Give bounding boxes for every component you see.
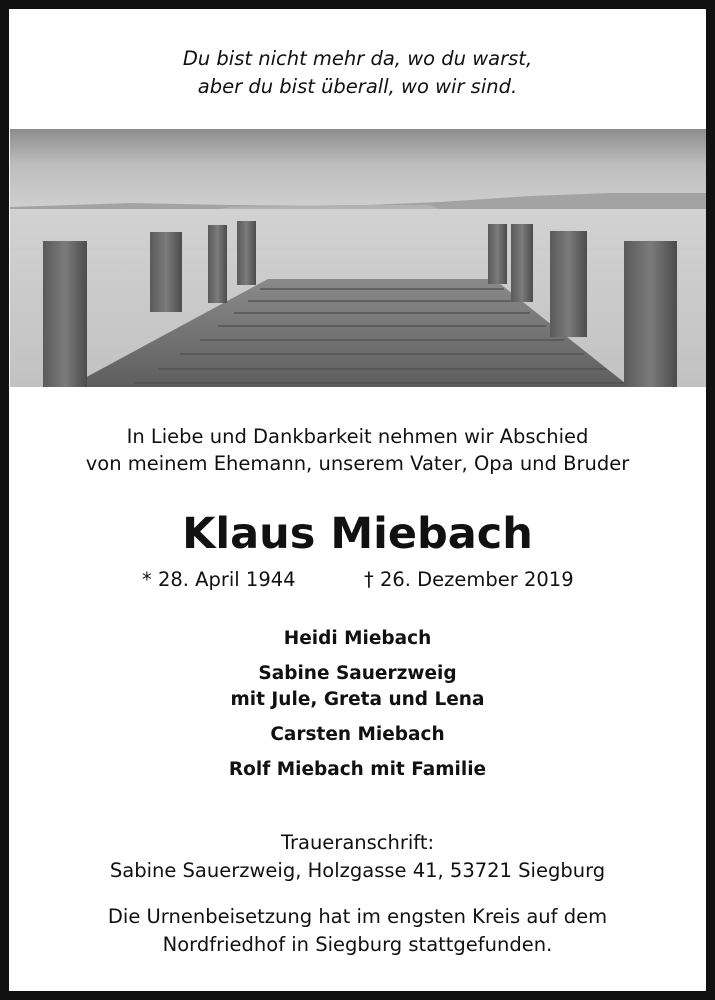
farewell-intro [9,423,706,477]
mourner-line: Carsten Miebach [270,724,445,745]
intro-line-2: von meinem Ehemann, unserem Vater, Opa und Bruder [85,452,630,475]
mourner-entry [9,722,706,748]
mourner-entry [9,626,706,652]
mourner-entry [9,757,706,783]
jetty-photo [10,129,706,387]
intro-line-1: In Liebe und Dankbarkeit nehmen wir Abschied [126,425,589,448]
memorial-quote [9,45,706,101]
deceased-name: Klaus Miebach [182,509,533,559]
mourning-address [9,829,706,885]
quote-line-1: Du bist nicht mehr da, wo du warst, [182,47,533,70]
burial-line-2: Nordfriedhof in Siegburg stattgefunden. [162,933,553,956]
birth-date: * 28. April 1944 [142,568,296,591]
mourner-entry [9,661,706,713]
quote-line-2: aber du bist überall, wo wir sind. [197,75,518,98]
address-value: Sabine Sauerzweig, Holzgasse 41, 53721 Siegburg [109,859,606,882]
mourner-line: Sabine Sauerzweig [258,663,457,684]
mourner-line: Rolf Miebach mit Familie [228,759,487,780]
mourner-line: Heidi Miebach [283,628,432,649]
burial-line-1: Die Urnenbeisetzung hat im engsten Kreis auf dem [107,905,608,928]
burial-note [9,903,706,959]
address-label: Traueranschrift: [280,831,435,854]
mourner-line: mit Jule, Greta und Lena [230,689,485,710]
mourners-list [9,626,706,792]
death-date: † 26. Dezember 2019 [364,568,574,591]
